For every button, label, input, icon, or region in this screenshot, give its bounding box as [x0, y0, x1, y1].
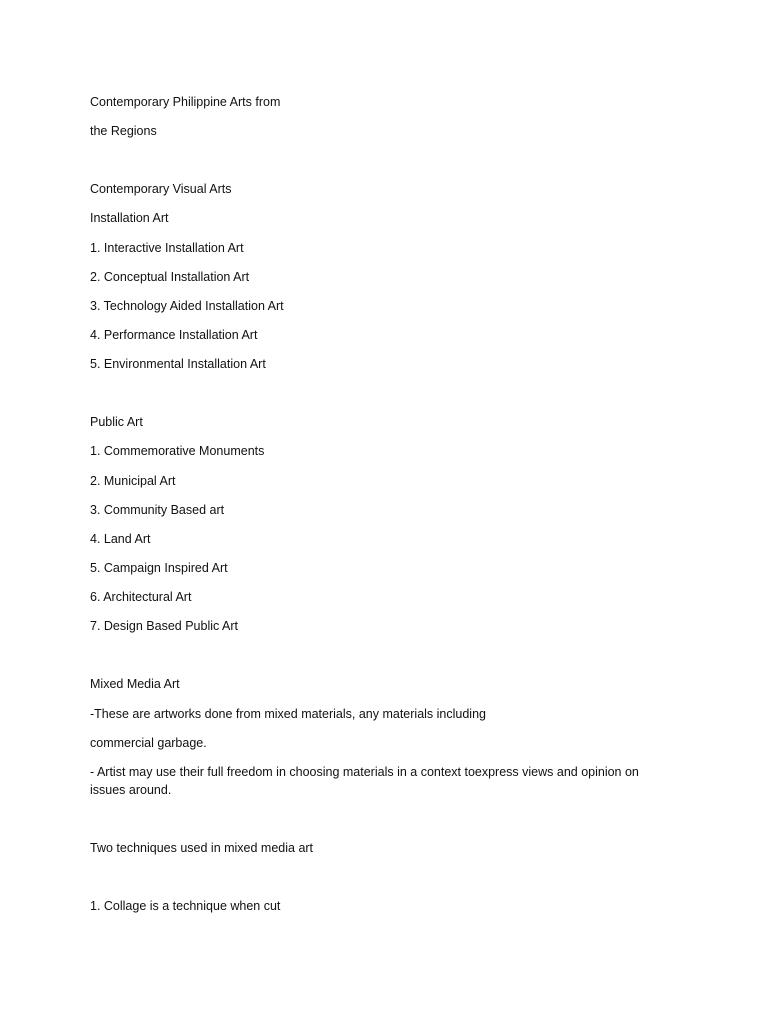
- paragraph-line: commercial garbage.: [90, 736, 207, 750]
- list-item: 4. Performance Installation Art: [90, 328, 258, 342]
- list-item: 3. Community Based art: [90, 503, 225, 517]
- list-item: 2. Conceptual Installation Art: [90, 270, 250, 284]
- paragraph-line: -These are artworks done from mixed materials, any materials including: [90, 707, 486, 721]
- list-item: 1. Interactive Installation Art: [90, 241, 244, 255]
- list-item: 5. Environmental Installation Art: [90, 357, 266, 371]
- section-heading-visual-arts: Contemporary Visual Arts: [90, 182, 232, 196]
- section-heading-public-art: Public Art: [90, 415, 143, 429]
- paragraph: - Artist may use their full freedom in choosing materials in a context toexpress views and opinion on issues around.: [90, 765, 639, 797]
- list-item: 6. Architectural Art: [90, 590, 192, 604]
- list-item: 7. Design Based Public Art: [90, 619, 238, 633]
- list-item: 3. Technology Aided Installation Art: [90, 299, 284, 313]
- list-item: 1. Commemorative Monuments: [90, 444, 265, 458]
- list-item: 1. Collage is a technique when cut: [90, 899, 281, 913]
- list-item: 5. Campaign Inspired Art: [90, 561, 228, 575]
- list-item: 2. Municipal Art: [90, 474, 176, 488]
- document-title-line-2: the Regions: [90, 124, 157, 138]
- list-item: 4. Land Art: [90, 532, 151, 546]
- section-heading-techniques: Two techniques used in mixed media art: [90, 841, 314, 855]
- subheading-installation-art: Installation Art: [90, 211, 169, 225]
- document-title-line-1: Contemporary Philippine Arts from: [90, 95, 281, 109]
- section-heading-mixed-media: Mixed Media Art: [90, 677, 180, 691]
